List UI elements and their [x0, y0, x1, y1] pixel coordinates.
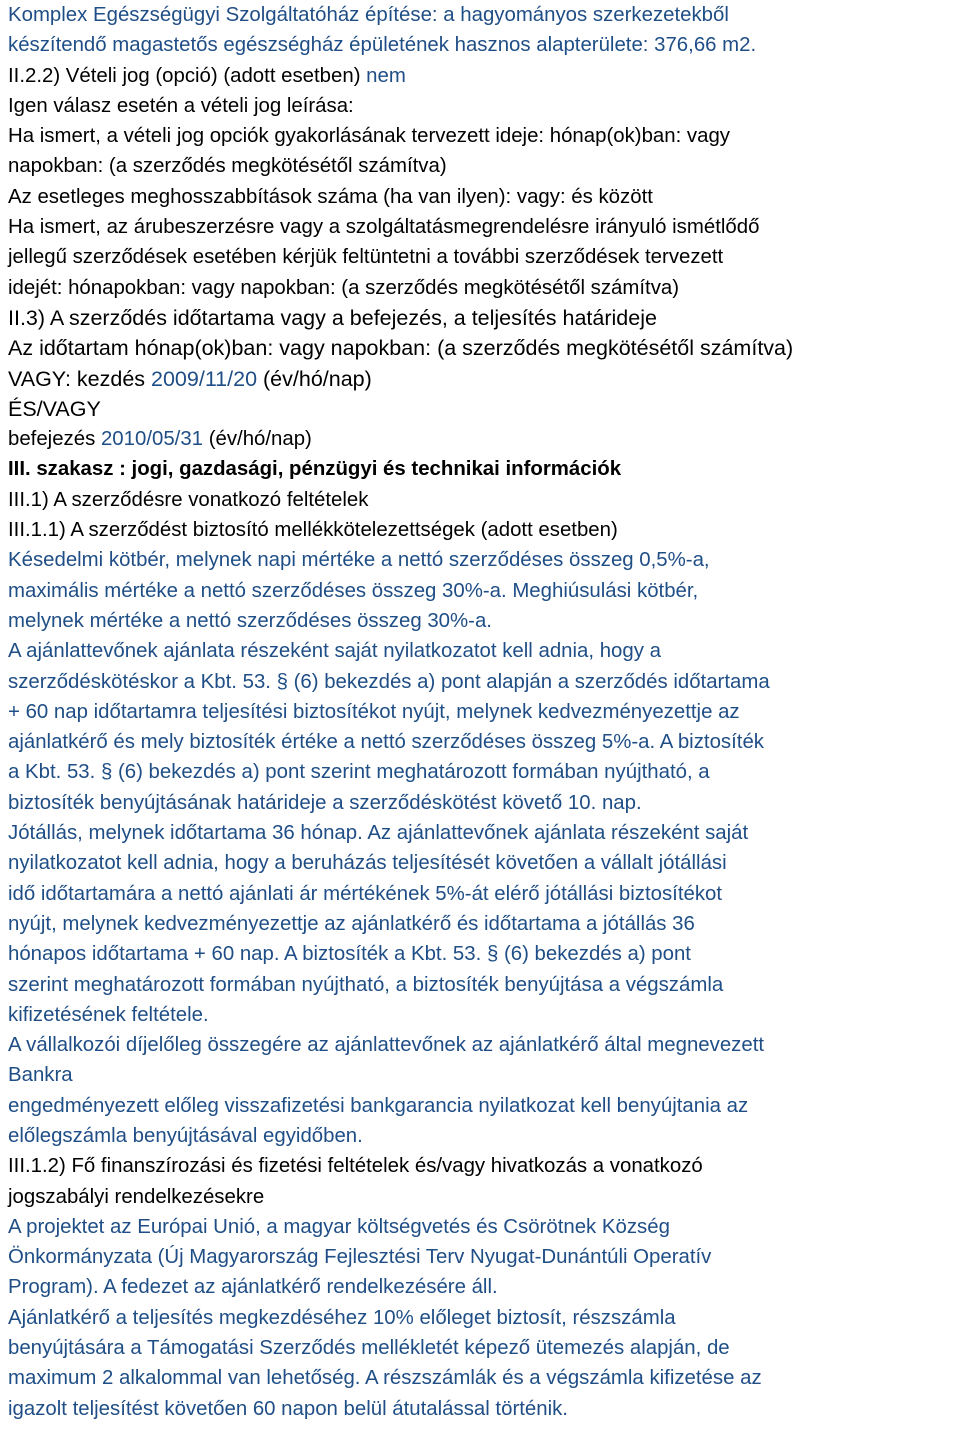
option-timing-line-1: Ha ismert, a vételi jog opciók gyakorlásának tervezett ideje: hónap(ok)ban: vagy — [8, 125, 730, 148]
start-date-format: (év/hó/nap) — [263, 366, 372, 391]
contract-object-line-1: Komplex Egészségügyi Szolgáltatóház építése: a hagyományos szerkezetekből — [8, 4, 729, 26]
financing-heading-line-1: III.1.2) Fő finanszírozási és fizetési feltételek és/vagy hivatkozás a vonatkozó — [8, 1155, 703, 1178]
guarantees-text-line-16: kifizetésének feltétele. — [8, 1003, 209, 1026]
guarantees-text-line-6: + 60 nap időtartamra teljesítési biztosítékot nyújt, melynek kedvezményezettje az — [8, 700, 740, 723]
financing-heading-line-2: jogszabályi rendelkezésekre — [8, 1185, 265, 1208]
guarantees-text-line-8: a Kbt. 53. § (6) bekezdés a) pont szerint meghatározott formában nyújtható, a — [8, 761, 710, 784]
guarantees-text-line-14: hónapos időtartama + 60 nap. A biztosíték a Kbt. 53. § (6) bekezdés a) pont — [8, 943, 691, 966]
guarantees-text-line-19: engedményezett előleg visszafizetési bankgarancia nyilatkozat kell benyújtania az — [8, 1094, 749, 1117]
document-page — [8, 0, 958, 1424]
guarantees-text-line-4: A ajánlattevőnek ajánlata részeként saját nyilatkozatot kell adnia, hogy a — [8, 640, 661, 663]
guarantees-text-line-5: szerződéskötéskor a Kbt. 53. § (6) bekezdés a) pont alapján a szerződés időtartama — [8, 670, 770, 693]
financing-text-line-4: Ajánlatkérő a teljesítés megkezdéséhez 10% előleget biztosít, részszámla — [8, 1306, 676, 1329]
start-date-value: 2009/11/20 — [151, 366, 258, 391]
recurring-contracts-line-2: jellegű szerződések esetében kérjük feltüntetni a további szerződések tervezett — [8, 246, 724, 269]
conditions-heading: III.1) A szerződésre vonatkozó feltételek — [8, 488, 369, 511]
end-date-label: befejezés — [8, 428, 96, 451]
end-date-line — [8, 424, 958, 454]
financing-text-line-2: Önkormányzata (Új Magyarország Fejlesztési Terv Nyugat-Dunántúli Operatív — [8, 1246, 712, 1269]
option-timing-line-2: napokban: (a szerződés megkötésétől számítva) — [8, 155, 447, 178]
option-heading: II.2.2) Vételi jog (opció) (adott esetben) — [8, 64, 361, 87]
guarantees-text-line-10: Jótállás, melynek időtartama 36 hónap. Az ajánlattevőnek ajánlata részeként saját — [8, 822, 749, 845]
guarantees-text-line-1: Késedelmi kötbér, melynek napi mértéke a nettó szerződéses összeg 0,5%-a, — [8, 549, 710, 572]
financing-text-line-3: Program). A fedezet az ajánlatkérő rendelkezésére áll. — [8, 1276, 498, 1299]
end-date-value: 2010/05/31 — [100, 428, 204, 451]
guarantees-heading: III.1.1) A szerződést biztosító mellékkötelezettségek (adott esetben) — [8, 519, 618, 542]
guarantees-text-line-20: előlegszámla benyújtásával egyidőben. — [8, 1124, 363, 1147]
guarantees-text-line-17: A vállalkozói díjelőleg összegére az ajánlattevőnek az ajánlatkérő által megnevezett — [8, 1034, 765, 1057]
guarantees-text-line-12: idő időtartamára a nettó ajánlati ár mértékének 5%-át elérő jótállási biztosítékot — [8, 882, 723, 905]
financing-text-line-6: maximum 2 alkalommal van lehetőség. A részszámlák és a végszámla kifizetése az — [8, 1367, 762, 1390]
financing-text-line-7: igazolt teljesítést követően 60 napon belül átutalással történik. — [8, 1397, 568, 1420]
guarantees-text-line-11: nyilatkozatot kell adnia, hogy a beruházás teljesítését követően a vállalt jótállási — [8, 852, 727, 875]
option-value: nem — [366, 64, 406, 87]
guarantees-text-line-2: maximális mértéke a nettó szerződéses összeg 30%-a. Meghiúsulási kötbér, — [8, 579, 699, 602]
guarantees-text-line-18: Bankra — [8, 1064, 73, 1087]
duration-heading: II.3) A szerződés időtartama vagy a befejezés, a teljesítés határideje — [8, 305, 657, 330]
guarantees-text-line-13: nyújt, melynek kedvezményezettje az ajánlatkérő és időtartama a jótállás 36 — [8, 912, 695, 935]
financing-text-line-1: A projektet az Európai Unió, a magyar költségvetés és Csörötnek Község — [8, 1215, 670, 1238]
option-heading-line — [8, 61, 958, 91]
start-date-line — [8, 364, 958, 394]
section-iii-heading: III. szakasz : jogi, gazdasági, pénzügyi és technikai információk — [8, 458, 622, 481]
financing-text-line-5: benyújtására a Támogatási Szerződés mellékletét képező ütemezés alapján, de — [8, 1337, 730, 1360]
duration-months-line: Az időtartam hónap(ok)ban: vagy napokban: (a szerződés megkötésétől számítva) — [8, 336, 794, 361]
and-or-label: ÉS/VAGY — [8, 396, 101, 421]
guarantees-text-line-3: melynek mértéke a nettó szerződéses összeg 30%-a. — [8, 609, 492, 632]
contract-object-line-2: készítendő magastetős egészségház épületének hasznos alapterülete: 376,66 m2. — [8, 34, 757, 57]
end-date-format: (év/hó/nap) — [208, 428, 312, 451]
recurring-contracts-line-1: Ha ismert, az árubeszerzésre vagy a szolgáltatásmegrendelésre irányuló ismétlődő — [8, 216, 760, 239]
extensions-line: Az esetleges meghosszabbítások száma (ha van ilyen): vagy: és között — [8, 185, 653, 208]
guarantees-text-line-9: biztosíték benyújtásának határideje a szerződéskötést követő 10. nap. — [8, 791, 642, 814]
recurring-contracts-line-3: idejét: hónapokban: vagy napokban: (a szerződés megkötésétől számítva) — [8, 276, 680, 299]
option-description-label: Igen válasz esetén a vételi jog leírása: — [8, 94, 354, 117]
guarantees-text-line-15: szerint meghatározott formában nyújtható, a biztosíték benyújtása a végszámla — [8, 973, 724, 996]
start-date-label: VAGY: kezdés — [8, 366, 146, 391]
guarantees-text-line-7: ajánlatkérő és mely biztosíték értéke a nettó szerződéses összeg 5%-a. A biztosíték — [8, 731, 764, 754]
